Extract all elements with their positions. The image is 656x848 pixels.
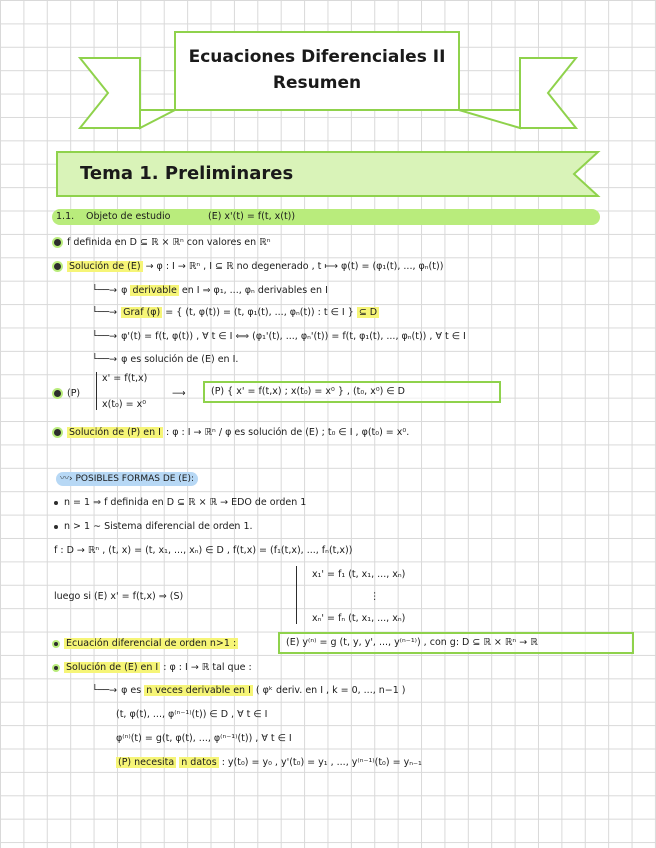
document-title <box>175 44 459 96</box>
note-line: └──→ φ'(t) = f(t, φ(t)) , ∀ t ∈ I ⟺ (φ₁'(t), ..., φₙ'(t)) = f(t, φ₁(t), ..., φₙ(t)) , ∀ t ∈ I <box>92 331 466 342</box>
note-line: luego si (E) x' = f(t,x) ⇒ (S) <box>54 591 184 602</box>
note-line: φ⁽ⁿ⁾(t) = g(t, φ(t), ..., φ⁽ⁿ⁻¹⁾(t)) , ∀ t ∈ I <box>116 733 292 744</box>
brace-icon <box>96 372 97 410</box>
bullet-icon <box>54 501 58 505</box>
arrow-icon: └──→ <box>92 307 118 318</box>
bullet-icon <box>54 642 58 646</box>
arrow-icon: └──→ <box>92 354 118 365</box>
chapter-heading: Tema 1. Preliminares <box>80 163 294 184</box>
system-eq-top: x₁' = f₁ (t, x₁, ..., xₙ) <box>312 569 406 580</box>
problem-box: (P) { x' = f(t,x) ; x(t₀) = x⁰ } , (t₀, x⁰) ∈ D <box>203 381 501 403</box>
note-line: └──→ φ es n veces derivable en I ( φᵏ deriv. en I , k = 0, ..., n−1 ) <box>92 685 406 696</box>
arrow-icon: ⟶ <box>172 388 186 399</box>
note-line: Solución de (P) en I : φ : I → ℝⁿ / φ es solución de (E) ; t₀ ∈ I , φ(t₀) = x⁰. <box>54 426 409 440</box>
note-line: n > 1 ∼ Sistema diferencial de orden 1. <box>54 520 253 534</box>
bullet-icon <box>54 666 58 670</box>
note-line: Ecuación diferencial de orden n>1 : <box>54 637 238 651</box>
title-line-1: Ecuaciones Diferenciales II <box>188 47 446 67</box>
problem-eq-top: x' = f(t,x) <box>102 373 148 384</box>
section-heading: Objeto de estudio <box>86 211 171 222</box>
note-line: (t, φ(t), ..., φ⁽ⁿ⁻¹⁾(t)) ∈ D , ∀ t ∈ I <box>116 709 268 720</box>
brace-icon <box>296 566 297 624</box>
section-number: 1.1. <box>56 211 75 222</box>
note-line: Solución de (E) en I : φ : I → ℝ tal que : <box>54 661 252 675</box>
problem-eq-bottom: x(t₀) = x⁰ <box>102 399 146 410</box>
note-line: Solución de (E) → φ : I → ℝⁿ , I ⊆ ℝ no degenerado , t ⟼ φ(t) = (φ₁(t), ..., φₙ(t)) <box>54 260 443 274</box>
ode-box: (E) y⁽ⁿ⁾ = g (t, y, y', ..., y⁽ⁿ⁻¹⁾) , con g: D ⊆ ℝ × ℝⁿ → ℝ <box>278 632 634 654</box>
note-line: └──→ Graf (φ) = { (t, φ(t)) = (t, φ₁(t), ..., φₙ(t)) : t ∈ I } ⊆ D <box>92 307 378 318</box>
section-equation: (E) x'(t) = f(t, x(t)) <box>208 211 296 222</box>
note-line: └──→ φ es solución de (E) en I. <box>92 354 239 365</box>
note-line: └──→ φ derivable en I ⇒ φ₁, ..., φₙ derivables en I <box>92 285 328 296</box>
bullet-icon <box>54 263 61 270</box>
arrow-icon: └──→ <box>92 331 118 342</box>
bullet-icon <box>54 390 61 397</box>
bullet-icon <box>54 239 61 246</box>
note-line: (P) necesita n datos : y(t₀) = y₀ , y'(t₀) = y₁ , ..., y⁽ⁿ⁻¹⁾(t₀) = yₙ₋₁ <box>118 757 422 768</box>
bullet-icon <box>54 525 58 529</box>
note-line: n = 1 ⇒ f definida en D ⊆ ℝ × ℝ → EDO de orden 1 <box>54 496 306 510</box>
note-line: f definida en D ⊆ ℝ × ℝⁿ con valores en ℝⁿ <box>54 236 271 250</box>
system-eq-dots: ⋮ <box>370 591 380 602</box>
subsection-heading: 〰› POSIBLES FORMAS DE (E): <box>56 472 198 486</box>
arrow-icon: └──→ <box>92 285 118 296</box>
system-eq-bottom: xₙ' = fₙ (t, x₁, ..., xₙ) <box>312 613 406 624</box>
arrow-icon: └──→ <box>92 685 118 696</box>
note-line: f : D → ℝⁿ , (t, x) = (t, x₁, ..., xₙ) ∈ D , f(t,x) = (f₁(t,x), ..., fₙ(t,x)) <box>54 545 353 556</box>
bullet-icon <box>54 429 61 436</box>
title-line-2: Resumen <box>272 73 362 93</box>
problem-label: (P) <box>54 387 80 401</box>
wave-icon: 〰› <box>60 474 73 484</box>
